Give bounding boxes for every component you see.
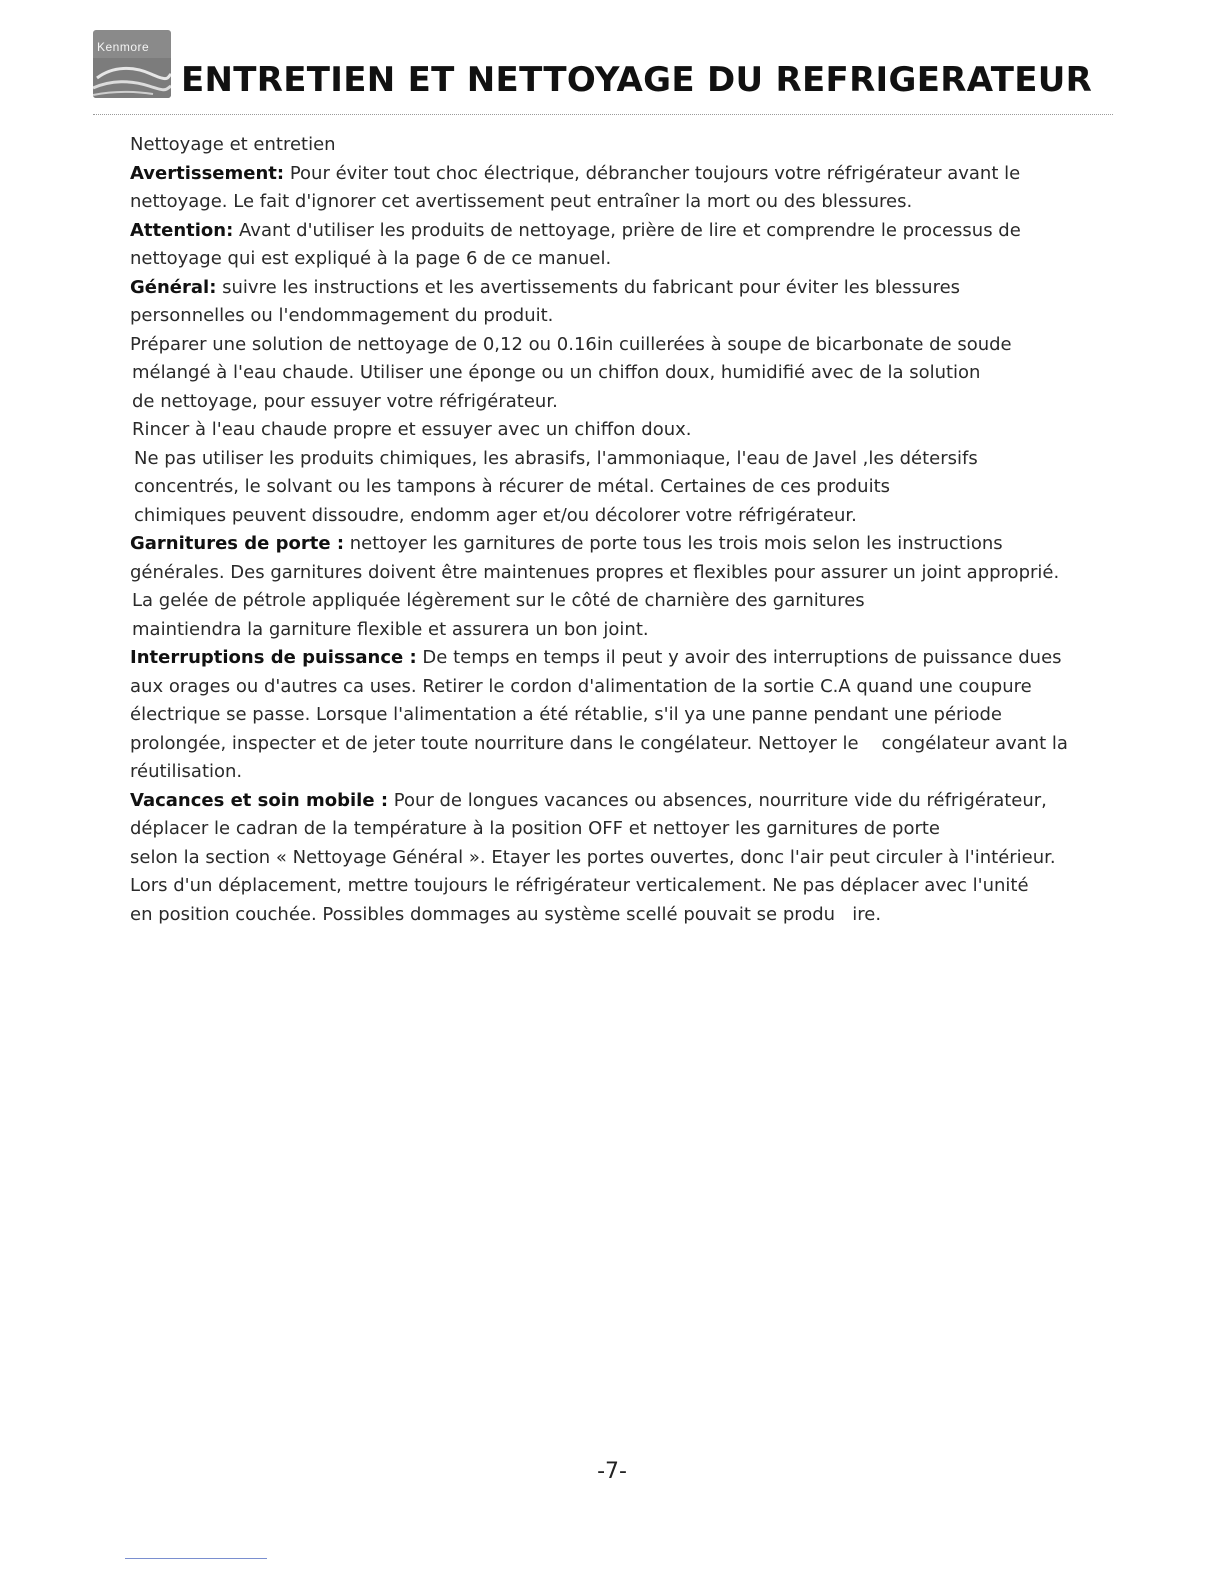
text-line (130, 616, 1110, 645)
line-text: Rincer à l'eau chaude propre et essuyer avec un chiffon doux. (132, 419, 692, 440)
text-line (130, 359, 1110, 388)
text-line (130, 815, 1110, 844)
wave-icon (93, 58, 171, 98)
line-text: générales. Des garnitures doivent être maintenues propres et flexibles pour assurer un joint approprié. (130, 561, 1060, 583)
text-line (130, 388, 1110, 417)
line-text: Nettoyage et entretien (130, 134, 336, 155)
text-line (130, 644, 1110, 673)
text-line (130, 160, 1110, 189)
line-text: de nettoyage, pour essuyer votre réfrigérateur. (132, 390, 558, 412)
text-line (130, 787, 1110, 816)
text-line (130, 502, 1110, 531)
line-text: maintiendra la garniture flexible et assurera un bon joint. (132, 618, 649, 640)
page-title: ENTRETIEN ET NETTOYAGE DU REFRIGERATEUR (181, 60, 1093, 100)
text-line (130, 131, 1110, 160)
text-line (130, 701, 1110, 730)
text-line (130, 445, 1110, 474)
section-label: Garnitures de porte : (130, 533, 345, 554)
line-text: Préparer une solution de nettoyage de 0,12 ou 0.16in cuillerées à soupe de bicarbonate de soude (130, 333, 1012, 355)
line-text: suivre les instructions et les avertissements du fabricant pour éviter les blessures (216, 276, 961, 298)
text-line (130, 331, 1110, 360)
text-line (130, 758, 1110, 787)
line-text: Ne pas utiliser les produits chimiques, les abrasifs, l'ammoniaque, l'eau de Javel ,les détersifs (134, 447, 978, 469)
text-line (130, 587, 1110, 616)
line-text: électrique se passe. Lorsque l'alimentation a été rétablie, s'il ya une panne pendant une période (130, 704, 1002, 725)
line-text: Pour éviter tout choc électrique, débrancher toujours votre réfrigérateur avant le (284, 162, 1021, 184)
text-line (130, 730, 1110, 759)
text-line (130, 901, 1110, 930)
text-line (130, 274, 1110, 303)
text-line (130, 217, 1110, 246)
text-line (130, 844, 1110, 873)
section-label: Avertissement: (130, 162, 285, 184)
line-text: nettoyage. Le fait d'ignorer cet avertissement peut entraîner la mort ou des blessures. (130, 191, 913, 212)
line-text: nettoyer les garnitures de porte tous les trois mois selon les instructions (344, 533, 1003, 554)
section-label: Interruptions de puissance : (130, 647, 417, 668)
body-text (130, 131, 1110, 929)
text-line (130, 673, 1110, 702)
text-line (130, 473, 1110, 502)
line-text: concentrés, le solvant ou les tampons à récurer de métal. Certaines de ces produits (134, 476, 891, 497)
line-text: personnelles ou l'endommagement du produit. (130, 305, 554, 326)
line-text: chimiques peuvent dissoudre, endomm ager et/ou décolorer votre réfrigérateur. (134, 504, 857, 526)
line-text: déplacer le cadran de la température à la position OFF et nettoyer les garnitures de porte (130, 818, 940, 839)
line-text: en position couchée. Possibles dommages au système scellé pouvait se produ ire. (130, 903, 882, 925)
line-text: aux orages ou d'autres ca uses. Retirer le cordon d'alimentation de la sortie C.A quand une coupure (130, 675, 1032, 697)
page-header (93, 30, 1113, 118)
line-text: réutilisation. (130, 761, 243, 782)
text-line (130, 245, 1110, 274)
line-text: prolongée, inspecter et de jeter toute nourriture dans le congélateur. Nettoyer le congélateur avant la (130, 732, 1068, 754)
text-line (130, 559, 1110, 588)
footer-divider (125, 1558, 267, 1559)
kenmore-logo (93, 30, 171, 98)
header-divider (93, 114, 1113, 115)
section-label: Général: (130, 276, 217, 298)
line-text: selon la section « Nettoyage Général ». Etayer les portes ouvertes, donc l'air peut circuler à l'intérieur. (130, 846, 1056, 868)
text-line (130, 188, 1110, 217)
section-label: Vacances et soin mobile : (130, 789, 389, 811)
line-text: De temps en temps il peut y avoir des interruptions de puissance dues (416, 647, 1062, 668)
text-line (130, 302, 1110, 331)
line-text: Lors d'un déplacement, mettre toujours le réfrigérateur verticalement. Ne pas déplacer avec l'unité (130, 875, 1029, 896)
line-text: mélangé à l'eau chaude. Utiliser une éponge ou un chiffon doux, humidifié avec de la solution (132, 362, 981, 383)
text-line (130, 872, 1110, 901)
line-text: Pour de longues vacances ou absences, nourriture vide du réfrigérateur, (388, 789, 1047, 811)
logo-text: Kenmore (97, 40, 150, 54)
page-number: -7- (597, 1459, 627, 1484)
line-text: La gelée de pétrole appliquée légèrement sur le côté de charnière des garnitures (132, 590, 865, 611)
line-text: Avant d'utiliser les produits de nettoyage, prière de lire et comprendre le processus de (233, 219, 1021, 241)
text-line (130, 416, 1110, 445)
line-text: nettoyage qui est expliqué à la page 6 de ce manuel. (130, 248, 612, 269)
section-label: Attention: (130, 219, 234, 241)
text-line (130, 530, 1110, 559)
